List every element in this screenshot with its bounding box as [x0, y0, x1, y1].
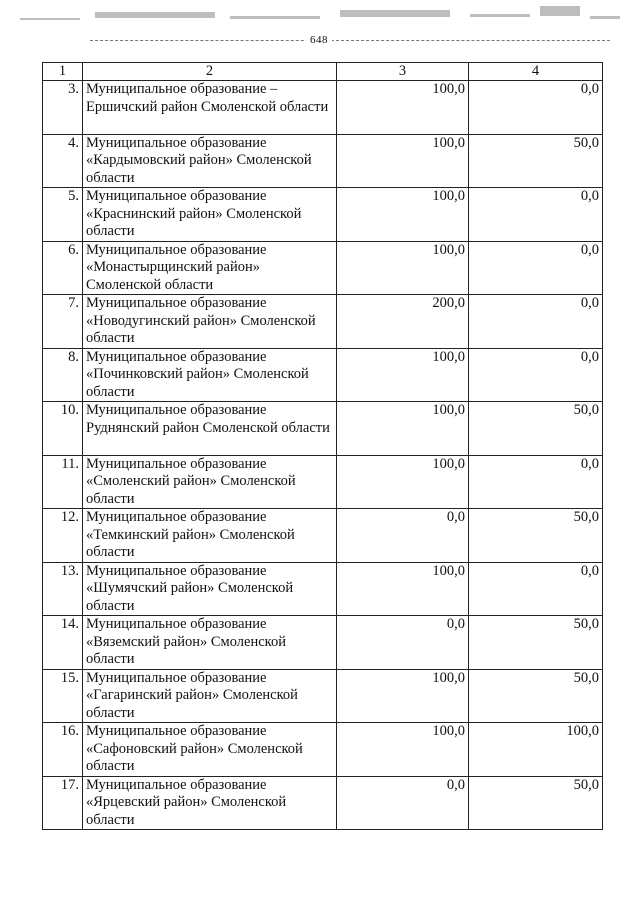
table-row	[43, 295, 603, 349]
row-number: 14.	[43, 616, 83, 670]
page-number-rule	[90, 40, 610, 42]
column-4-value: 50,0	[469, 509, 603, 563]
row-number: 8.	[43, 348, 83, 402]
column-3-value: 100,0	[337, 402, 469, 456]
page-number: 648	[306, 33, 332, 47]
row-number: 15.	[43, 669, 83, 723]
table-header-row	[43, 63, 603, 81]
municipality-name: Муниципальное образование «Монастырщинский район» Смоленской области	[83, 241, 337, 295]
table-row	[43, 241, 603, 295]
column-3-value: 100,0	[337, 723, 469, 777]
table-row	[43, 776, 603, 830]
municipality-name: Муниципальное образование Руднянский район Смоленской области	[83, 402, 337, 456]
municipality-name: Муниципальное образование «Кардымовский район» Смоленской области	[83, 134, 337, 188]
municipality-name: Муниципальное образование – Ершичский район Смоленской области	[83, 81, 337, 135]
column-3-value: 100,0	[337, 188, 469, 242]
municipality-name: Муниципальное образование «Сафоновский район» Смоленской области	[83, 723, 337, 777]
column-3-value: 100,0	[337, 81, 469, 135]
column-4-value: 0,0	[469, 81, 603, 135]
row-number: 17.	[43, 776, 83, 830]
row-number: 11.	[43, 455, 83, 509]
column-4-value: 0,0	[469, 455, 603, 509]
column-4-value: 0,0	[469, 562, 603, 616]
column-4-value: 50,0	[469, 776, 603, 830]
column-4-value: 0,0	[469, 188, 603, 242]
municipality-name: Муниципальное образование «Гагаринский район» Смоленской области	[83, 669, 337, 723]
column-3-value: 100,0	[337, 455, 469, 509]
table-row	[43, 134, 603, 188]
municipality-name: Муниципальное образование «Смоленский район» Смоленской области	[83, 455, 337, 509]
column-3-value: 100,0	[337, 348, 469, 402]
column-4-value: 50,0	[469, 134, 603, 188]
row-number: 16.	[43, 723, 83, 777]
municipality-name: Муниципальное образование «Краснинский район» Смоленской области	[83, 188, 337, 242]
table-row	[43, 562, 603, 616]
municipality-name: Муниципальное образование «Вяземский район» Смоленской области	[83, 616, 337, 670]
column-3-value: 100,0	[337, 562, 469, 616]
table-row	[43, 81, 603, 135]
column-3-value: 0,0	[337, 776, 469, 830]
row-number: 4.	[43, 134, 83, 188]
row-number: 13.	[43, 562, 83, 616]
column-3-value: 200,0	[337, 295, 469, 349]
row-number: 7.	[43, 295, 83, 349]
municipality-name: Муниципальное образование «Ярцевский район» Смоленской области	[83, 776, 337, 830]
municipality-name: Муниципальное образование «Темкинский район» Смоленской области	[83, 509, 337, 563]
column-4-value: 50,0	[469, 402, 603, 456]
column-3-value: 0,0	[337, 616, 469, 670]
row-number: 10.	[43, 402, 83, 456]
column-3-value: 100,0	[337, 134, 469, 188]
column-4-value: 100,0	[469, 723, 603, 777]
municipality-name: Муниципальное образование «Новодугинский район» Смоленской области	[83, 295, 337, 349]
column-4-value: 50,0	[469, 669, 603, 723]
column-4-value: 0,0	[469, 295, 603, 349]
table-row	[43, 455, 603, 509]
table-row	[43, 723, 603, 777]
table-row	[43, 188, 603, 242]
row-number: 6.	[43, 241, 83, 295]
column-3-value: 100,0	[337, 669, 469, 723]
column-4-value: 0,0	[469, 348, 603, 402]
table-row	[43, 348, 603, 402]
column-3-value: 0,0	[337, 509, 469, 563]
column-header: 4	[469, 63, 603, 81]
table-row	[43, 669, 603, 723]
column-3-value: 100,0	[337, 241, 469, 295]
municipality-name: Муниципальное образование «Шумячский район» Смоленской области	[83, 562, 337, 616]
column-header: 2	[83, 63, 337, 81]
row-number: 5.	[43, 188, 83, 242]
table-row	[43, 402, 603, 456]
column-header: 3	[337, 63, 469, 81]
municipality-name: Муниципальное образование «Починковский район» Смоленской области	[83, 348, 337, 402]
column-4-value: 0,0	[469, 241, 603, 295]
column-4-value: 50,0	[469, 616, 603, 670]
row-number: 12.	[43, 509, 83, 563]
table-row	[43, 509, 603, 563]
scan-noise-header	[0, 0, 640, 30]
table-row	[43, 616, 603, 670]
data-table	[42, 62, 603, 830]
row-number: 3.	[43, 81, 83, 135]
column-header: 1	[43, 63, 83, 81]
